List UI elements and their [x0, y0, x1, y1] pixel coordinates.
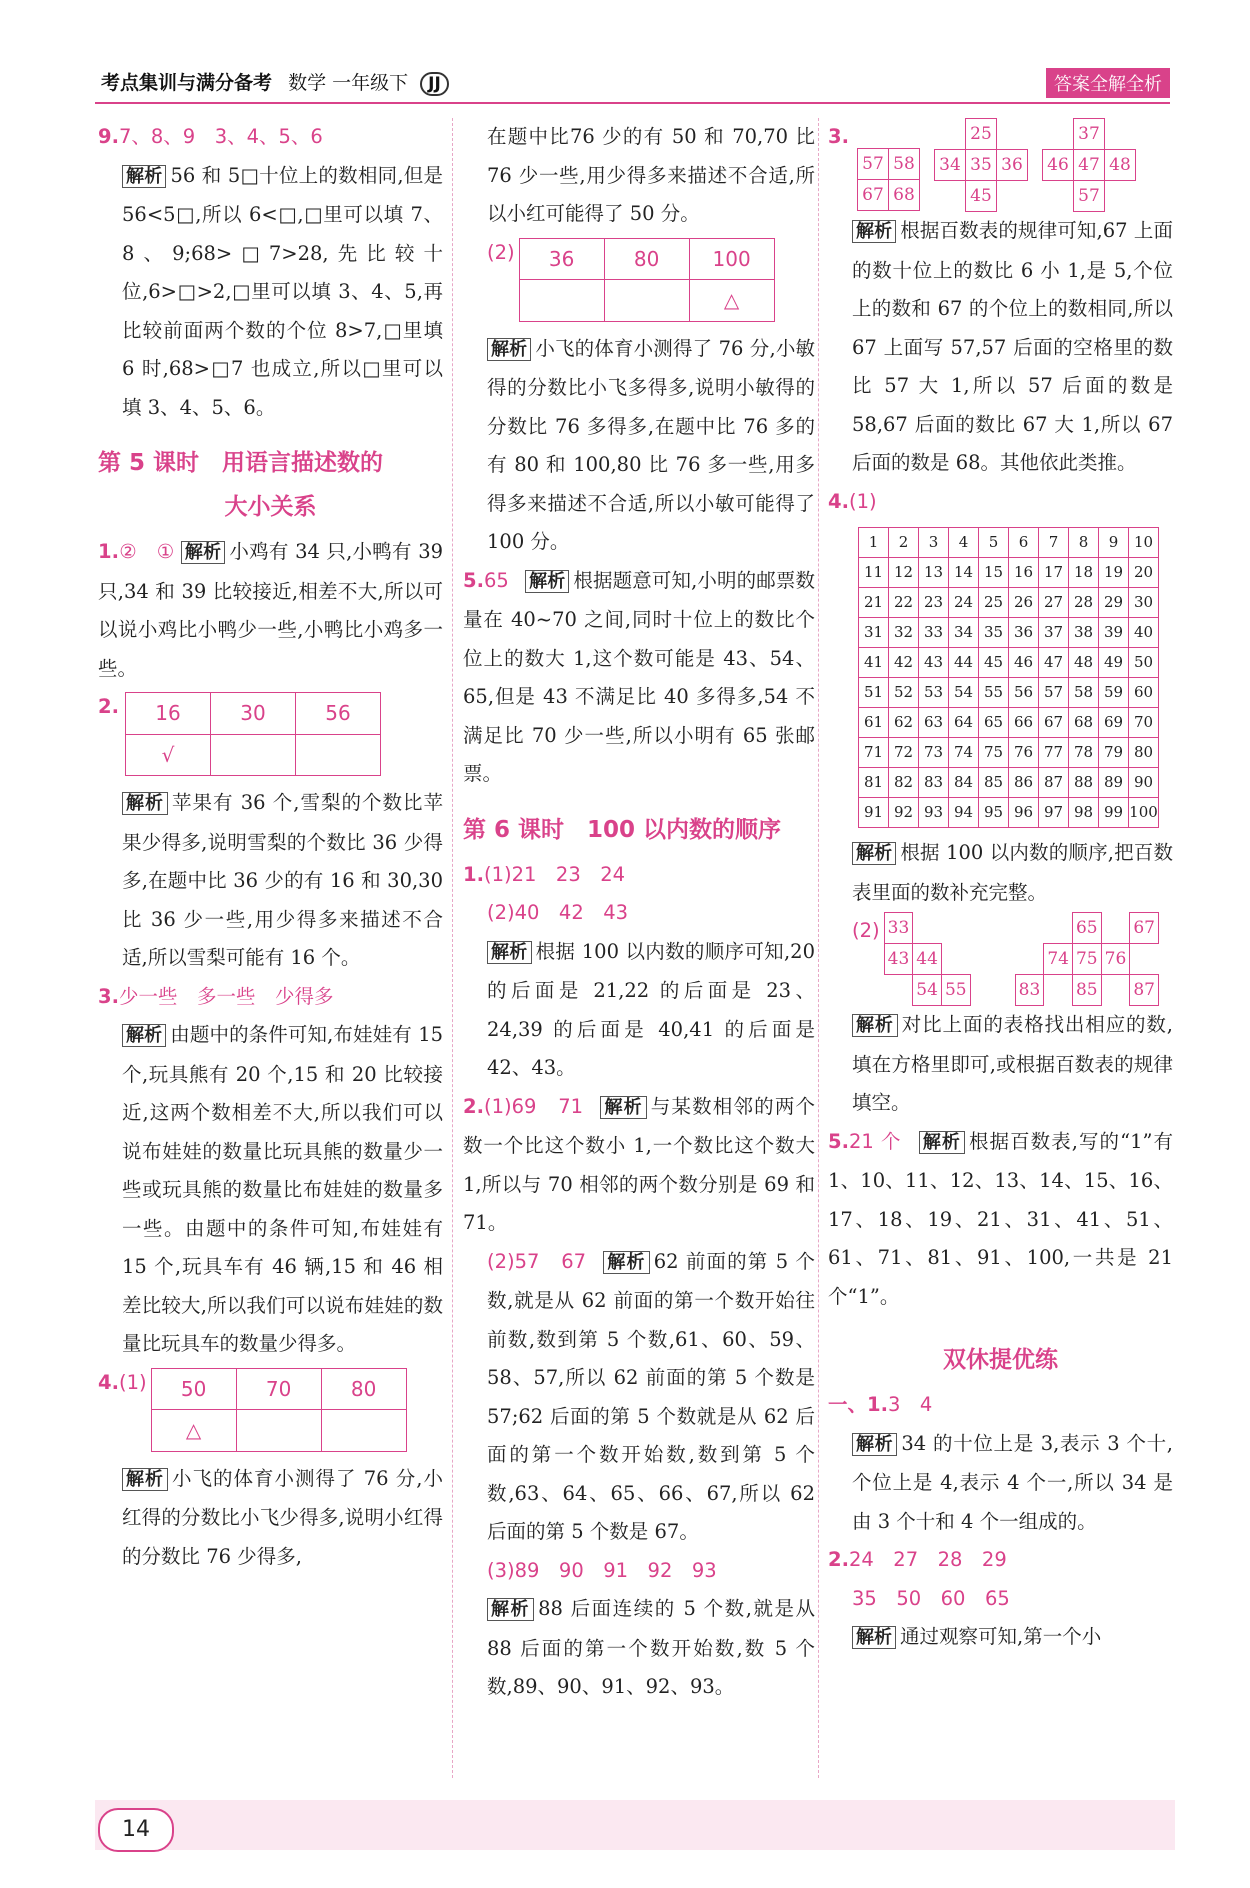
table-cell: 50 — [151, 1368, 236, 1410]
lesson-title: 第 6 课时 100 以内数的顺序 — [463, 816, 782, 843]
hundred-chart-cell: 32 — [889, 618, 919, 648]
answer: (2)57 67 — [487, 1249, 587, 1273]
table-cell: 80 — [604, 238, 689, 280]
table-cell: 16 — [125, 693, 210, 735]
hundred-chart-cell: 58 — [1069, 678, 1099, 708]
hundred-chart-cell: 87 — [1039, 768, 1069, 798]
section-title: 双休提优练 — [943, 1347, 1058, 1373]
hundred-chart-cell: 6 — [1009, 528, 1039, 558]
column-left — [98, 118, 443, 1576]
grid-cell: 57 — [1073, 181, 1104, 212]
hundred-chart-cell: 70 — [1129, 708, 1159, 738]
question-number: 5. — [828, 1129, 849, 1153]
column-right — [828, 118, 1173, 1658]
analysis-tag: 解析 — [852, 1626, 896, 1649]
analysis-text: 对比上面的表格找出相应的数,填在方格里即可,或根据百数表的规律填空。 — [852, 1013, 1174, 1114]
hundred-chart-cell: 30 — [1129, 588, 1159, 618]
grid-cell: 76 — [1101, 944, 1130, 975]
grid-cell: 34 — [934, 150, 965, 181]
grid-cell: 36 — [996, 150, 1027, 181]
hundred-chart-cell: 73 — [919, 738, 949, 768]
hundred-chart-cell: 3 — [919, 528, 949, 558]
hundred-chart-cell: 33 — [919, 618, 949, 648]
hundred-chart-cell: 90 — [1129, 768, 1159, 798]
answer: 65 — [483, 568, 509, 592]
table-cell — [321, 1410, 406, 1452]
hundred-chart-cell: 80 — [1129, 738, 1159, 768]
hundred-chart-cell: 88 — [1069, 768, 1099, 798]
answer: 7、8、9 3、4、5、6 — [118, 125, 323, 148]
page-header — [95, 62, 1170, 104]
hundred-chart-cell: 14 — [949, 558, 979, 588]
header-title — [101, 68, 449, 96]
footer-band — [95, 1800, 1175, 1850]
analysis-tag: 解析 — [122, 792, 168, 815]
analysis-tag: 解析 — [852, 1014, 898, 1037]
hundred-chart-cell: 42 — [889, 648, 919, 678]
number-grid — [1015, 912, 1159, 1006]
hundred-chart-cell: 78 — [1069, 738, 1099, 768]
hundred-chart — [858, 527, 1159, 828]
question-number: 2. — [828, 1548, 849, 1571]
grid-cell: 57 — [857, 149, 888, 180]
hundred-chart-cell: 49 — [1099, 648, 1129, 678]
answer-table — [151, 1368, 407, 1452]
hundred-chart-cell: 46 — [1009, 648, 1039, 678]
grid-cell: 47 — [1073, 150, 1104, 181]
question-4 — [98, 1364, 443, 1460]
question-number: 1. — [463, 862, 484, 886]
column-divider — [452, 118, 453, 1778]
table-cell: △ — [151, 1410, 236, 1452]
question-number: 9. — [98, 125, 119, 148]
question-number: 4. — [828, 489, 849, 513]
analysis-text: 小鸡有 34 只,小鸭有 39 只,34 和 39 比较接近,相差不大,所以可以说小鸡比小鸭少一些,小鸭比小鸡多一些。 — [98, 540, 444, 680]
table-cell: √ — [125, 734, 210, 776]
hundred-chart-cell: 54 — [949, 678, 979, 708]
hundred-chart-cell: 52 — [889, 678, 919, 708]
hundred-chart-cell: 89 — [1099, 768, 1129, 798]
sub-question: (2) — [487, 240, 515, 264]
analysis-tag: 解析 — [525, 570, 569, 593]
question-3-grids — [828, 118, 1173, 212]
analysis-text: 34 的十位上是 3,表示 3 个十,个位上是 4,表示 4 个一,所以 34 是由 3 个十和 4 个一组成的。 — [852, 1431, 1173, 1533]
analysis-tag: 解析 — [122, 1024, 166, 1047]
analysis-tag: 解析 — [919, 1131, 965, 1154]
lesson-title-line: 第 5 课时 用语言描述数的 — [98, 450, 384, 476]
table-cell: 56 — [295, 693, 380, 735]
analysis-tag: 解析 — [852, 1433, 897, 1456]
hundred-chart-cell: 85 — [979, 768, 1009, 798]
analysis-tag: 解析 — [122, 1468, 168, 1491]
hundred-chart-cell: 1 — [859, 528, 889, 558]
table-cell: 80 — [321, 1368, 406, 1410]
hundred-chart-cell: 68 — [1069, 708, 1099, 738]
number-grid — [857, 118, 920, 211]
question-number: 2. — [98, 695, 119, 718]
grid-cell: 85 — [1072, 975, 1101, 1006]
answer: 35 50 60 65 — [852, 1586, 1010, 1610]
hundred-chart-cell: 43 — [919, 648, 949, 678]
grid-cell: 33 — [884, 913, 913, 944]
hundred-chart-cell: 61 — [859, 708, 889, 738]
analysis-text: 根据 100 以内数的顺序可知,20 的后面是 21,22 的后面是 23、24,39 的后面是 40,41 的后面是 42、43。 — [487, 939, 815, 1079]
grid-cell: 83 — [1015, 975, 1044, 1006]
table-cell: 70 — [236, 1368, 321, 1410]
edition-badge: JJ — [420, 72, 449, 96]
question-number: 3. — [828, 125, 849, 148]
table-cell — [210, 734, 295, 776]
hundred-chart-cell: 79 — [1099, 738, 1129, 768]
hundred-chart-cell: 11 — [859, 558, 889, 588]
hundred-chart-cell: 97 — [1039, 798, 1069, 828]
hundred-chart-cell: 69 — [1099, 708, 1129, 738]
hundred-chart-cell: 7 — [1039, 528, 1069, 558]
analysis-tag: 解析 — [487, 1598, 534, 1621]
hundred-chart-cell: 60 — [1129, 678, 1159, 708]
question-number: 2. — [463, 1094, 484, 1118]
hundred-chart-cell: 83 — [919, 768, 949, 798]
answer: (2)40 42 43 — [487, 901, 629, 924]
hundred-chart-cell: 56 — [1009, 678, 1039, 708]
hundred-chart-cell: 26 — [1009, 588, 1039, 618]
subject-label: 数学 一年级下 — [288, 72, 409, 94]
hundred-chart-cell: 36 — [1009, 618, 1039, 648]
hundred-chart-cell: 19 — [1099, 558, 1129, 588]
sub-question: (2) — [852, 919, 880, 942]
hundred-chart-cell: 22 — [889, 588, 919, 618]
question-4-2 — [463, 234, 815, 330]
analysis-text: 通过观察可知,第一个小 — [900, 1625, 1102, 1648]
hundred-chart-cell: 47 — [1039, 648, 1069, 678]
grid-cell: 25 — [965, 119, 996, 150]
hundred-chart-cell: 67 — [1039, 708, 1069, 738]
analysis-text: 小飞的体育小测得了 76 分,小敏得的分数比小飞多得多,说明小敏得的分数比 76 多得多,在题中比 76 多的有 80 和 100,80 比 76 多一些,用多得多来描述不合适,所以小敏可能得了 100 分。 — [487, 336, 815, 553]
column-divider — [818, 118, 819, 1778]
table-cell: △ — [689, 280, 774, 322]
hundred-chart-cell: 38 — [1069, 618, 1099, 648]
answer: ② ① — [118, 540, 175, 563]
hundred-chart-cell: 2 — [889, 528, 919, 558]
hundred-chart-cell: 92 — [889, 798, 919, 828]
analysis-text: 小飞的体育小测得了 76 分,小红得的分数比小飞少得多,说明小红得的分数比 76 少得多, — [122, 1466, 443, 1568]
question-4-2-grids — [828, 912, 1173, 1006]
hundred-chart-cell: 21 — [859, 588, 889, 618]
hundred-chart-cell: 34 — [949, 618, 979, 648]
analysis-tag: 解析 — [603, 1251, 649, 1274]
lesson-title — [98, 441, 443, 529]
hundred-chart-cell: 37 — [1039, 618, 1069, 648]
hundred-chart-cell: 55 — [979, 678, 1009, 708]
hundred-chart-cell: 91 — [859, 798, 889, 828]
answer: 少一些 多一些 少得多 — [118, 984, 334, 1008]
hundred-chart-cell: 75 — [979, 738, 1009, 768]
grid-cell: 35 — [965, 150, 996, 181]
answer: (3)89 90 91 92 93 — [487, 1558, 717, 1582]
hundred-chart-cell: 41 — [859, 648, 889, 678]
table-cell: 30 — [210, 693, 295, 735]
question-number: 1. — [98, 540, 119, 563]
hundred-chart-cell: 100 — [1129, 798, 1159, 828]
analysis-tag: 解析 — [600, 1096, 646, 1119]
grid-cell: 55 — [941, 975, 970, 1006]
analysis-tag: 解析 — [122, 165, 166, 188]
hundred-chart-cell: 29 — [1099, 588, 1129, 618]
hundred-chart-cell: 24 — [949, 588, 979, 618]
hundred-chart-cell: 53 — [919, 678, 949, 708]
grid-cell: 46 — [1042, 150, 1073, 181]
question-2 — [98, 688, 443, 784]
hundred-chart-cell: 20 — [1129, 558, 1159, 588]
hundred-chart-cell: 94 — [949, 798, 979, 828]
hundred-chart-cell: 28 — [1069, 588, 1099, 618]
question-number: 4. — [98, 1370, 119, 1394]
hundred-chart-cell: 99 — [1099, 798, 1129, 828]
hundred-chart-cell: 23 — [919, 588, 949, 618]
grid-cell: 37 — [1073, 119, 1104, 150]
hundred-chart-cell: 77 — [1039, 738, 1069, 768]
answer-section-label: 答案全解全析 — [1046, 68, 1170, 98]
hundred-chart-cell: 15 — [979, 558, 1009, 588]
answer: 24 27 28 29 — [848, 1548, 1007, 1571]
grid-cell: 43 — [884, 944, 913, 975]
hundred-chart-cell: 39 — [1099, 618, 1129, 648]
hundred-chart-cell: 48 — [1069, 648, 1099, 678]
question-number: 5. — [463, 568, 484, 592]
table-cell: 100 — [689, 238, 774, 280]
analysis-text: 56 和 5□十位上的数相同,但是 56<5□,所以 6<□,□里可以填 7、8、9;68>□7>28,先比较十位,6>□>2,□里可以填 3、4、5,再比较前面两个数的个位 8>7,□里填 6 时,68>□7 也成立,所以□里可以填 3、4、5、6。 — [122, 163, 443, 419]
grid-cell: 87 — [1130, 975, 1159, 1006]
analysis-text: 根据百数表,写的“1”有 1、10、11、12、13、14、15、16、17、18、19、21、31、41、51、61、71、81、91、100,一共是 21 个“1”。 — [828, 1129, 1174, 1308]
column-middle — [463, 118, 815, 1707]
analysis-tag: 解析 — [852, 842, 896, 865]
hundred-chart-cell: 93 — [919, 798, 949, 828]
hundred-chart-cell: 5 — [979, 528, 1009, 558]
table-cell: 36 — [519, 238, 604, 280]
lesson-title-line: 大小关系 — [224, 494, 317, 520]
hundred-chart-cell: 76 — [1009, 738, 1039, 768]
hundred-chart-cell: 16 — [1009, 558, 1039, 588]
answer: 3 4 — [887, 1393, 933, 1416]
hundred-chart-cell: 8 — [1069, 528, 1099, 558]
book-title: 考点集训与满分备考 — [101, 72, 273, 94]
grid-cell: 44 — [913, 944, 942, 975]
analysis-text: 62 前面的第 5 个数,就是从 62 前面的第一个数开始往前数,数到第 5 个数,61、60、59、58、57,所以 62 前面的第 5 个数是 57;62 后面的第 5 个数就是从 62 后面的第一个数开始数,数到第 5 个数,63、64、65、66、67,所以 62 后面的第 5 个数是 67。 — [487, 1249, 816, 1543]
table-cell — [519, 280, 604, 322]
hundred-chart-cell: 84 — [949, 768, 979, 798]
hundred-chart-cell: 96 — [1009, 798, 1039, 828]
hundred-chart-cell: 13 — [919, 558, 949, 588]
hundred-chart-cell: 86 — [1009, 768, 1039, 798]
hundred-chart-cell: 72 — [889, 738, 919, 768]
hundred-chart-cell: 31 — [859, 618, 889, 648]
question-number: 3. — [98, 984, 119, 1008]
table-cell — [295, 734, 380, 776]
grid-cell: 75 — [1072, 944, 1101, 975]
answer-table — [519, 238, 775, 322]
hundred-chart-cell: 81 — [859, 768, 889, 798]
grid-cell: 54 — [913, 975, 942, 1006]
analysis-text: 由题中的条件可知,布娃娃有 15 个,玩具熊有 20 个,15 和 20 比较接近,这两个数相差不大,所以我们可以说布娃娃的数量比玩具熊的数量少一些或玩具熊的数量比布娃娃的数量多一些。由题中的条件可知,布娃娃有 15 个,玩具车有 46 辆,15 和 46 相差比较大,所以我们可以说布娃娃的数量比玩具车的数量少得多。 — [122, 1023, 444, 1355]
hundred-chart-cell: 63 — [919, 708, 949, 738]
analysis-text: 根据百数表的规律可知,67 上面的数十位上的数比 6 小 1,是 5,个位上的数和 67 的个位上的数相同,所以 67 上面写 57,57 后面的空格里的数比 57 大 1,所以 57 后面的数是 58,67 后面的数比 67 大 1,所以 67 后面的数是 68。其他依此类推。 — [852, 219, 1174, 474]
analysis-text: 与某数相邻的两个数一个比这个数小 1,一个数比这个数大 1,所以与 70 相邻的两个数分别是 69 和 71。 — [463, 1094, 815, 1234]
analysis-tag: 解析 — [487, 941, 532, 964]
hundred-chart-cell: 18 — [1069, 558, 1099, 588]
analysis-tag: 解析 — [487, 338, 531, 361]
sub-question: (1) — [118, 1370, 147, 1394]
analysis-text: 在题中比76 少的有 50 和 70,70 比 76 少一些,用少得多来描述不合适,所以小红可能得了 50 分。 — [487, 125, 815, 225]
number-grid — [1042, 118, 1136, 212]
answer-table — [125, 692, 381, 776]
hundred-chart-cell: 82 — [889, 768, 919, 798]
hundred-chart-cell: 44 — [949, 648, 979, 678]
hundred-chart-cell: 95 — [979, 798, 1009, 828]
grid-cell: 45 — [965, 181, 996, 212]
grid-cell: 67 — [1130, 913, 1159, 944]
hundred-chart-cell: 12 — [889, 558, 919, 588]
analysis-text: 根据 100 以内数的顺序,把百数表里面的数补充完整。 — [852, 841, 1173, 904]
hundred-chart-cell: 4 — [949, 528, 979, 558]
hundred-chart-cell: 66 — [1009, 708, 1039, 738]
hundred-chart-cell: 64 — [949, 708, 979, 738]
table-cell — [236, 1410, 321, 1452]
hundred-chart-cell: 27 — [1039, 588, 1069, 618]
hundred-chart-cell: 98 — [1069, 798, 1099, 828]
hundred-chart-cell: 57 — [1039, 678, 1069, 708]
analysis-text: 88 后面连续的 5 个数,就是从 88 后面的第一个数开始数,数 5 个数,89、90、91、92、93。 — [487, 1597, 816, 1698]
hundred-chart-cell: 40 — [1129, 618, 1159, 648]
grid-cell: 68 — [888, 180, 919, 211]
hundred-chart-cell: 9 — [1099, 528, 1129, 558]
hundred-chart-cell: 35 — [979, 618, 1009, 648]
answer: (1)21 23 24 — [483, 862, 626, 886]
analysis-text: 苹果有 36 个,雪梨的个数比苹果少得多,说明雪梨的个数比 36 少得多,在题中比 36 少的有 16 和 30,30 比 36 少一些,用少得多来描述不合适,所以雪梨可能有 16 个。 — [122, 791, 443, 969]
analysis-tag: 解析 — [852, 220, 896, 243]
hundred-chart-cell: 45 — [979, 648, 1009, 678]
grid-cell: 58 — [888, 149, 919, 180]
question-number: 一、1. — [828, 1393, 888, 1416]
grid-cell: 48 — [1104, 150, 1135, 181]
analysis-tag: 解析 — [181, 541, 226, 564]
hundred-chart-cell: 10 — [1129, 528, 1159, 558]
hundred-chart-cell: 71 — [859, 738, 889, 768]
number-grid — [934, 118, 1028, 212]
hundred-chart-cell: 74 — [949, 738, 979, 768]
hundred-chart-cell: 62 — [889, 708, 919, 738]
analysis-text: 根据题意可知,小明的邮票数量在 40~70 之间,同时十位上的数比个位上的数大 1,这个数可能是 43、54、65,但是 43 不满足比 40 多得多,54 不满足比 70 少一些,所以小明有 65 张邮票。 — [463, 568, 816, 785]
sub-question: (1) — [848, 489, 877, 513]
answer: (1)69 71 — [483, 1094, 584, 1118]
grid-cell: 67 — [857, 180, 888, 211]
hundred-chart-cell: 59 — [1099, 678, 1129, 708]
hundred-chart-cell: 17 — [1039, 558, 1069, 588]
table-cell — [604, 280, 689, 322]
hundred-chart-cell: 25 — [979, 588, 1009, 618]
page-number: 14 — [98, 1808, 174, 1852]
grid-cell: 65 — [1072, 913, 1101, 944]
hundred-chart-cell: 50 — [1129, 648, 1159, 678]
hundred-chart-cell: 51 — [859, 678, 889, 708]
grid-cell: 74 — [1044, 944, 1073, 975]
number-grid — [884, 912, 971, 1006]
hundred-chart-cell: 65 — [979, 708, 1009, 738]
answer: 21 个 — [848, 1129, 902, 1153]
